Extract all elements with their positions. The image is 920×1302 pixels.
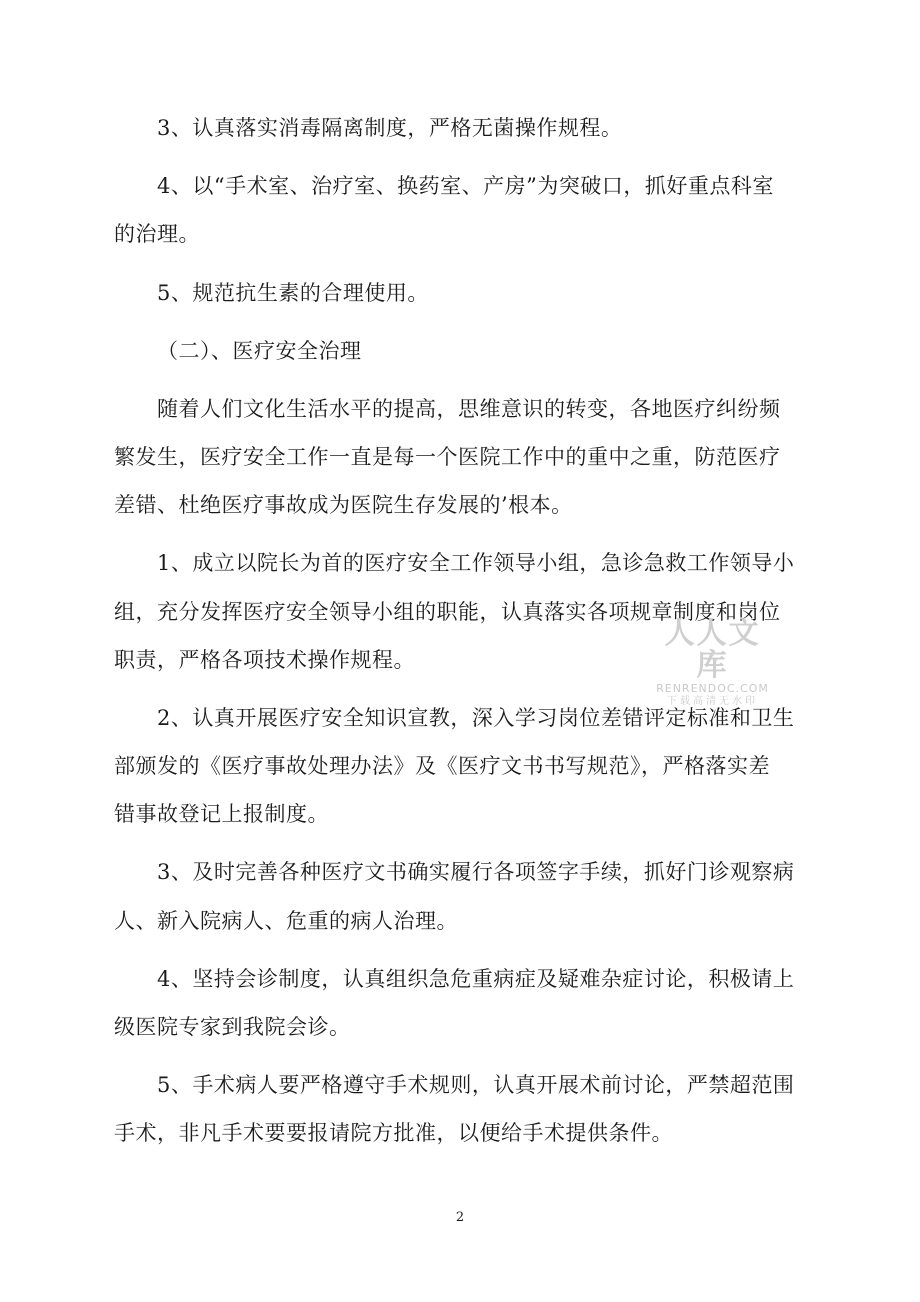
paragraph-line: 级医院专家到我院会诊。	[114, 1015, 351, 1039]
paragraph-line: 5、规范抗生素的合理使用。	[157, 281, 429, 305]
paragraph-line: 部颁发的《医疗事故处理办法》及《医疗文书书写规范》，严格落实差	[114, 754, 770, 778]
watermark-logo	[650, 618, 775, 708]
paragraph-line: 4、坚持会诊制度，认真组织急危重病症及疑难杂症讨论，积极请上	[157, 967, 795, 991]
paragraph-line: 1、成立以院长为首的医疗安全工作领导小组，急诊急救工作领导小	[157, 551, 795, 575]
page-number: 2	[455, 1210, 465, 1225]
section-heading: （二）、医疗安全治理	[157, 339, 362, 363]
watermark-slogan: 下载高清无水印	[667, 696, 758, 707]
paragraph-line: 差错、杜绝医疗事故成为医院生存发展的’根本。	[114, 493, 573, 517]
paragraph-line: 随着人们文化生活水平的提高，思维意识的转变，各地医疗纠纷频	[157, 397, 781, 421]
paragraph-line: 人、新入院病人、危重的病人治理。	[114, 909, 458, 933]
paragraph-line: 手术，非凡手术要要报请院方批准，以便给手术提供条件。	[114, 1121, 673, 1145]
paragraph-line: 3、及时完善各种医疗文书确实履行各项签字手续，抓好门诊观察病	[157, 860, 795, 884]
paragraph-line: 错事故登记上报制度。	[114, 802, 329, 826]
paragraph-line: 职责，严格各项技术操作规程。	[114, 648, 415, 672]
paragraph-line: 5、手术病人要严格遵守手术规则，认真开展术前讨论，严禁超范围	[157, 1073, 795, 1097]
paragraph-line: 组，充分发挥医疗安全领导小组的职能，认真落实各项规章制度和岗位	[114, 600, 781, 624]
paragraph-line: 的治理。	[114, 222, 200, 246]
paragraph-line: 4、以“手术室、治疗室、换药室、产房”为突破口，抓好重点科室	[157, 174, 774, 198]
paragraph-line: 3、认真落实消毒隔离制度，严格无菌操作规程。	[157, 116, 623, 140]
paragraph-line: 2、认真开展医疗安全知识宣教，深入学习岗位差错评定标准和卫生	[157, 706, 795, 730]
watermark-domain: RENRENDOC.COM	[656, 682, 769, 695]
watermark-title: 人人文库	[664, 616, 761, 683]
paragraph-line: 繁发生，医疗安全工作一直是每一个医院工作中的重中之重，防范医疗	[114, 445, 781, 469]
